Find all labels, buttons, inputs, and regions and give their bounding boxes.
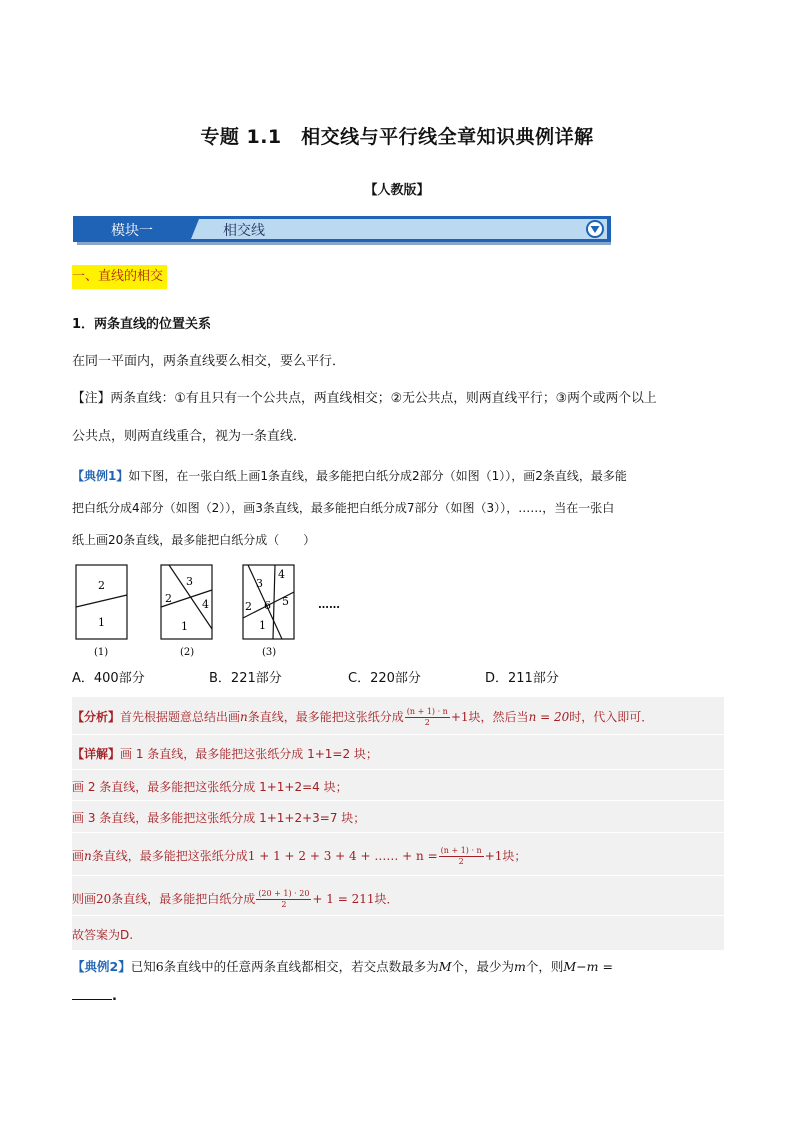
detail-text: 块；: [502, 849, 527, 863]
figure-3-caption: (3): [262, 647, 277, 658]
option-b[interactable]: B．221部分: [209, 671, 282, 686]
analysis-line: [72, 707, 653, 728]
detail-text: 则画: [72, 892, 97, 906]
analysis-plus: +1: [450, 710, 469, 724]
example2-text: 条直线中的任意两条直线都相交，若交点数最多为: [163, 959, 439, 974]
note-line-1: 【注】两条直线：①有且只有一个公共点，两直线相交；②无公共点，则两直线平行；③两个或两个以上: [72, 391, 657, 406]
detail-text: 条直线，最多能把白纸分成: [111, 892, 256, 906]
example2-line-1: [72, 958, 613, 976]
edition-label: 【人教版】: [364, 183, 430, 198]
detail-fraction: [256, 889, 311, 910]
detail-line-1: [72, 745, 378, 763]
detail-line-3: 画 3 条直线，最多能把这张纸分成 1+1+2+3=7 块；: [72, 811, 366, 825]
figures-ellipsis: ……: [318, 598, 340, 611]
example1-line-2: [72, 499, 614, 517]
figure-3-region-label: 6: [264, 599, 271, 612]
detail-sum: 1 + 1 + 2 + 3 + 4 + …… + n =: [247, 849, 438, 863]
topic-intro: 在同一平面内，两条直线要么相交，要么平行．: [72, 354, 346, 369]
example1-text-1a: 如下图，在一张白纸上画1条直线，最多能把白纸分成2部分（如图（1））: [128, 469, 512, 483]
analysis-text: 首先根据题意总结出画: [120, 710, 241, 724]
fraction-denominator: 2: [424, 718, 430, 727]
detail-line-2: 画 2 条直线，最多能把这张纸分成 1+1+2=4 块；: [72, 780, 348, 794]
option-c[interactable]: C．220部分: [348, 671, 421, 686]
chevron-down-circle-icon[interactable]: [585, 219, 605, 239]
fraction-denominator: 2: [281, 900, 287, 909]
detail-text: 块．: [374, 892, 399, 906]
module-label: 模块一: [111, 223, 153, 239]
figure-1-caption: (1): [94, 647, 109, 658]
note-line-2: 公共点，则两直线重合，视为一条直线．: [72, 429, 307, 444]
example1-line-3: 纸上画20条直线，最多能把白纸分成（ ）: [72, 533, 316, 547]
analysis-text: 块，然后当: [468, 710, 529, 724]
figure-2-region-label: 3: [186, 575, 193, 588]
example1-text-2b: ，画3条直线，最多能把白纸分成7部分（如图（3））: [231, 501, 507, 515]
detail-line-5: [72, 889, 399, 910]
figure-3-region-label: 4: [278, 568, 285, 581]
figure-3-region-label: 3: [256, 577, 263, 590]
example2-var-m: m: [514, 959, 526, 974]
example2-period: .: [112, 989, 117, 1004]
figure-3-region-label: 1: [259, 619, 266, 632]
module-title: 相交线: [223, 223, 265, 239]
figure-2-caption: (2): [180, 647, 195, 658]
example2-number: 6: [155, 959, 164, 974]
fraction-numerator: (n + 1) · n: [406, 707, 448, 716]
example1-tag: 【典例1】: [72, 469, 129, 483]
example2-var-M: M: [438, 959, 452, 974]
detail-text: 画 1 条直线，最多能把这张纸分成 1+1=2 块；: [120, 747, 378, 761]
figure-2-region-label: 1: [181, 620, 188, 633]
detail-text: 画: [72, 849, 85, 863]
example2-tag: 【典例2】: [72, 959, 131, 974]
example1-text-2c: ，……，当在一张白: [506, 501, 615, 515]
detail-var-n: n: [84, 849, 92, 863]
example2-expression: M−m =: [563, 959, 613, 974]
fraction-numerator: (n + 1) · n: [440, 846, 482, 855]
page-title: 专题 1.1 相交线与平行线全章知识典例详解: [200, 126, 594, 148]
example2-text: 个，则: [525, 959, 564, 974]
module-banner: [73, 216, 611, 242]
figure-2-region-label: 4: [202, 598, 209, 611]
detail-line-4: [72, 846, 526, 867]
figure-3: [243, 565, 294, 658]
option-a[interactable]: A．400部分: [72, 671, 145, 686]
figure-2: [161, 565, 212, 658]
detail-var: 20: [96, 892, 112, 906]
fraction-numerator: (20 + 1) · 20: [258, 889, 310, 898]
example2-text: 个，最少为: [451, 959, 515, 974]
figure-1-region-label: 2: [98, 579, 105, 592]
analysis-var-n: n: [240, 710, 248, 724]
analysis-text: 时，代入即可．: [569, 710, 654, 724]
analysis-condition: n = 20: [528, 710, 570, 724]
module-banner-shadow: [77, 242, 611, 245]
example1-text-1b: ，画2条直线，最多能: [511, 469, 627, 483]
detail-tag: 【详解】: [72, 747, 121, 761]
example2-text: 已知: [130, 959, 156, 974]
figure-1: [76, 565, 127, 658]
fraction-denominator: 2: [458, 857, 464, 866]
answer-line: 故答案为D.: [72, 928, 134, 942]
detail-plus: +1: [484, 849, 503, 863]
section-heading: 一、直线的相交: [72, 265, 167, 289]
analysis-tag: 【分析】: [72, 710, 121, 724]
detail-result: + 1 = 211: [312, 892, 375, 906]
example2-line-2: [72, 988, 117, 1006]
option-d[interactable]: D．211部分: [485, 671, 559, 686]
detail-fraction: [439, 846, 484, 867]
example1-line-1: [72, 467, 627, 485]
figure-1-region-label: 1: [98, 616, 105, 629]
answer-blank[interactable]: [72, 999, 112, 1000]
topic-heading: 1．两条直线的位置关系: [72, 317, 212, 332]
example1-text-2a: 把白纸分成4部分（如图（2））: [72, 501, 232, 515]
detail-text: 条直线，最多能把这张纸分成: [91, 849, 248, 863]
figure-2-region-label: 2: [165, 592, 172, 605]
analysis-text: 条直线，最多能把这张纸分成: [247, 710, 404, 724]
example1-figures: [70, 560, 370, 660]
figure-3-region-label: 5: [282, 595, 289, 608]
figure-3-region-label: 2: [245, 600, 252, 613]
analysis-fraction: [405, 707, 450, 728]
